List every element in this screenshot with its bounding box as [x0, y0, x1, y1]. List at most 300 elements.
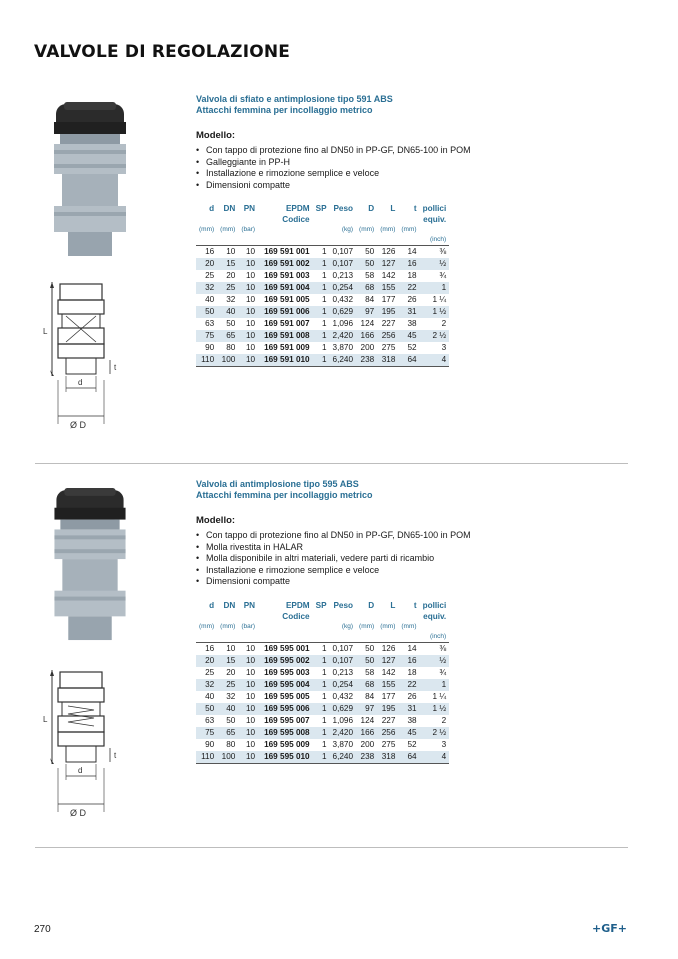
- table-cell: 3,870: [332, 343, 354, 352]
- feature-item: • Installazione e rimozione semplice e veloce: [196, 565, 516, 577]
- table-cell: 10: [245, 691, 256, 701]
- table-row: [196, 691, 449, 703]
- model-label: Modello:: [196, 130, 236, 141]
- drawing-label-t: t: [114, 751, 117, 760]
- table-cell: 169 591 006: [258, 306, 313, 318]
- table-cell: 1: [313, 330, 330, 342]
- table-cell: 10: [238, 703, 258, 715]
- valve-595-photo: [50, 486, 130, 644]
- column-header: [398, 235, 419, 246]
- table-cell: 1: [321, 667, 327, 677]
- column-header: [196, 632, 217, 643]
- table-cell: 200: [360, 343, 375, 352]
- feature-item: • Installazione e rimozione semplice e veloce: [196, 168, 516, 180]
- feature-item: • Con tappo di protezione fino al DN50 in PP-GF, DN65-100 in POM: [196, 145, 516, 157]
- column-header: [217, 632, 238, 643]
- table-cell: 100: [217, 354, 238, 367]
- spec-table-595: [196, 600, 449, 764]
- column-header: [238, 611, 258, 622]
- table-row: [196, 330, 449, 342]
- table-cell: 10: [245, 343, 256, 352]
- section-divider: [35, 463, 628, 464]
- table-cell: 169 595 001: [258, 642, 313, 655]
- table-cell: 238: [356, 751, 377, 764]
- table-row: [196, 282, 449, 294]
- table-cell: 1: [321, 343, 327, 352]
- column-header: [330, 632, 357, 643]
- table-cell: 1: [313, 306, 330, 318]
- product-subtitle: Attacchi femmina per incollaggio metrico: [196, 105, 373, 115]
- table-cell: 68: [356, 282, 377, 294]
- table-cell: 50: [356, 642, 377, 655]
- table-cell: 169 591 008: [258, 330, 313, 342]
- table-cell: 10: [238, 282, 258, 294]
- table-row: [196, 354, 449, 367]
- table-cell: 256: [377, 727, 398, 739]
- feature-item: • Molla rivestita in HALAR: [196, 542, 516, 554]
- table-cell: 50: [226, 319, 236, 328]
- table-cell: 227: [381, 715, 396, 725]
- column-header: [258, 632, 313, 643]
- table-cell: 1 ½: [420, 703, 450, 715]
- page-title: VALVOLE DI REGOLAZIONE: [34, 42, 291, 62]
- column-header: (mm): [359, 622, 375, 630]
- table-cell: 110: [196, 751, 217, 764]
- table-cell: 10: [238, 258, 258, 270]
- column-header: [217, 214, 238, 225]
- column-header: [313, 225, 330, 235]
- table-cell: 110: [196, 354, 217, 367]
- table-cell: 63: [205, 319, 215, 328]
- column-header: Codice: [282, 215, 310, 224]
- column-header: (bar): [241, 226, 256, 233]
- table-cell: 10: [245, 271, 256, 280]
- table-cell: 15: [217, 258, 238, 270]
- table-cell: 169 591 007: [264, 319, 310, 328]
- table-cell: 4: [420, 751, 450, 764]
- table-cell: 32: [226, 691, 236, 701]
- column-header: pollici: [422, 600, 447, 610]
- table-cell: 50: [356, 258, 377, 270]
- column-header: SP: [315, 600, 327, 610]
- column-header: [313, 214, 330, 225]
- column-header: d: [209, 600, 215, 610]
- table-row: [196, 258, 449, 270]
- table-row: [196, 727, 449, 739]
- table-cell: 1: [321, 319, 327, 328]
- table-row: [196, 294, 449, 306]
- table-cell: 0,629: [330, 703, 357, 715]
- table-cell: 1: [313, 703, 330, 715]
- column-header: D: [368, 600, 375, 610]
- table-cell: 0,213: [332, 271, 354, 280]
- table-cell: 275: [381, 739, 396, 749]
- table-header-row: [196, 600, 449, 611]
- table-cell: 52: [407, 739, 417, 749]
- table-cell: 25: [217, 679, 238, 691]
- column-header: pollici: [422, 204, 447, 213]
- table-cell: 64: [398, 354, 419, 367]
- feature-item: • Dimensioni compatte: [196, 576, 516, 588]
- section-divider: [35, 847, 628, 848]
- table-cell: 90: [205, 343, 215, 352]
- table-cell: 32: [196, 282, 217, 294]
- table-cell: 97: [356, 306, 377, 318]
- column-header: Peso: [333, 204, 354, 213]
- table-cell: ½: [420, 258, 450, 270]
- column-header: [196, 611, 217, 622]
- table-cell: 25: [217, 282, 238, 294]
- table-cell: 18: [407, 271, 417, 280]
- table-cell: 238: [356, 354, 377, 367]
- table-cell: 169 595 008: [258, 727, 313, 739]
- table-cell: 10: [238, 642, 258, 655]
- table-cell: 169 591 010: [258, 354, 313, 367]
- table-cell: 142: [381, 667, 396, 677]
- table-cell: 10: [245, 667, 256, 677]
- table-cell: 22: [398, 282, 419, 294]
- column-header: [398, 632, 419, 643]
- table-cell: 0,254: [330, 282, 357, 294]
- table-cell: 2 ½: [420, 727, 450, 739]
- table-cell: 58: [365, 667, 375, 677]
- table-cell: 40: [205, 691, 215, 701]
- table-cell: 80: [226, 739, 236, 749]
- product-subtitle: Attacchi femmina per incollaggio metrico: [196, 490, 373, 500]
- table-cell: 169 595 009: [264, 739, 310, 749]
- table-cell: 0,432: [332, 691, 354, 701]
- table-cell: 1: [313, 751, 330, 764]
- table-cell: 1 ½: [420, 306, 450, 318]
- table-cell: 58: [365, 271, 375, 280]
- product-title: Valvola di antimplosione tipo 595 ABS: [196, 479, 359, 489]
- feature-item: • Galleggiante in PP-H: [196, 157, 516, 169]
- table-cell: 97: [356, 703, 377, 715]
- column-header: (mm): [380, 622, 396, 630]
- table-cell: 169 591 004: [258, 282, 313, 294]
- drawing-label-d: d: [78, 766, 83, 775]
- feature-item: • Molla disponibile in altri materiali, vedere parti di ricambio: [196, 553, 516, 565]
- column-header: (mm): [359, 226, 375, 233]
- table-row: [196, 642, 449, 655]
- column-header: [377, 611, 398, 622]
- table-cell: 84: [365, 295, 375, 304]
- table-cell: 75: [196, 727, 217, 739]
- drawing-label-L: L: [43, 327, 48, 336]
- table-cell: 10: [217, 642, 238, 655]
- table-cell: 1: [321, 691, 327, 701]
- table-header-row: [196, 632, 449, 643]
- column-header: PN: [243, 600, 256, 610]
- table-cell: 10: [217, 246, 238, 259]
- table-cell: 1: [420, 282, 450, 294]
- table-cell: 155: [377, 282, 398, 294]
- column-header: Codice: [282, 611, 310, 621]
- column-header: (inch): [429, 236, 447, 243]
- column-header: [420, 622, 450, 632]
- column-header: [330, 611, 357, 622]
- column-header: EPDM: [285, 204, 310, 213]
- table-cell: 166: [356, 727, 377, 739]
- column-header: [398, 611, 419, 622]
- table-cell: 127: [377, 258, 398, 270]
- table-cell: 200: [360, 739, 375, 749]
- table-cell: 0,213: [332, 667, 354, 677]
- table-header-row: [196, 203, 449, 214]
- column-header: [356, 611, 377, 622]
- table-cell: 169 595 003: [264, 667, 310, 677]
- table-cell: 1: [313, 282, 330, 294]
- table-cell: 16: [196, 642, 217, 655]
- table-cell: 1: [321, 739, 327, 749]
- spec-table-591: [196, 203, 449, 367]
- table-row: [196, 306, 449, 318]
- column-header: [313, 611, 330, 622]
- table-cell: 318: [377, 751, 398, 764]
- column-header: [313, 622, 330, 632]
- table-cell: 20: [226, 271, 236, 280]
- product-description: [196, 94, 516, 367]
- table-cell: 14: [398, 246, 419, 259]
- table-cell: 1: [313, 642, 330, 655]
- table-cell: 318: [377, 354, 398, 367]
- table-cell: 10: [238, 306, 258, 318]
- table-cell: 65: [217, 727, 238, 739]
- column-header: [313, 632, 330, 643]
- table-cell: 32: [226, 295, 236, 304]
- column-header: [330, 235, 357, 246]
- table-cell: 50: [226, 715, 236, 725]
- table-cell: ⅜: [420, 642, 450, 655]
- table-cell: 20: [196, 655, 217, 667]
- column-header: [196, 214, 217, 225]
- table-cell: 0,254: [330, 679, 357, 691]
- table-cell: ½: [420, 655, 450, 667]
- table-cell: 2: [441, 319, 447, 328]
- table-cell: 10: [245, 739, 256, 749]
- table-cell: 2,420: [330, 330, 357, 342]
- table-cell: 2,420: [330, 727, 357, 739]
- table-cell: 10: [238, 727, 258, 739]
- table-cell: 40: [217, 703, 238, 715]
- table-row: [196, 667, 449, 679]
- table-cell: 166: [356, 330, 377, 342]
- table-cell: 20: [226, 667, 236, 677]
- table-cell: 1: [313, 246, 330, 259]
- table-cell: 126: [377, 642, 398, 655]
- table-row: [196, 342, 449, 354]
- table-cell: 16: [196, 246, 217, 259]
- table-cell: 177: [381, 295, 396, 304]
- table-cell: 6,240: [330, 751, 357, 764]
- column-header: [377, 235, 398, 246]
- column-header: t: [413, 204, 417, 213]
- table-cell: 63: [205, 715, 215, 725]
- table-cell: 25: [205, 271, 215, 280]
- table-cell: 0,107: [330, 655, 357, 667]
- column-header: (mm): [380, 226, 396, 233]
- table-cell: 2 ½: [420, 330, 450, 342]
- table-cell: 10: [238, 655, 258, 667]
- column-header: [356, 632, 377, 643]
- table-cell: 227: [381, 319, 396, 328]
- table-cell: 40: [205, 295, 215, 304]
- column-header: Peso: [333, 600, 354, 610]
- column-header: [377, 214, 398, 225]
- column-header: DN: [223, 600, 236, 610]
- column-header: PN: [243, 204, 256, 213]
- table-cell: 38: [407, 715, 417, 725]
- column-header: [420, 225, 450, 235]
- product-title: Valvola di sfiato e antimplosione tipo 591 ABS: [196, 94, 393, 104]
- table-cell: 52: [407, 343, 417, 352]
- table-cell: 1: [321, 271, 327, 280]
- table-cell: 3: [441, 739, 447, 749]
- valve-591-photo: [50, 100, 130, 260]
- table-cell: 4: [420, 354, 450, 367]
- column-header: d: [209, 204, 215, 213]
- table-cell: ⅜: [420, 246, 450, 259]
- table-cell: 169 595 005: [264, 691, 310, 701]
- column-header: (mm): [199, 622, 215, 630]
- table-cell: 195: [377, 703, 398, 715]
- table-cell: 3,870: [332, 739, 354, 749]
- drawing-label-D: Ø D: [70, 420, 87, 430]
- model-label: Modello:: [196, 515, 236, 526]
- table-cell: 31: [398, 306, 419, 318]
- drawing-label-L: L: [43, 715, 48, 724]
- column-header: (mm): [401, 622, 417, 630]
- table-cell: 0,107: [330, 642, 357, 655]
- table-cell: 14: [398, 642, 419, 655]
- table-cell: 10: [245, 295, 256, 304]
- column-header: [258, 235, 313, 246]
- table-cell: 142: [381, 271, 396, 280]
- page-number: 270: [34, 924, 51, 935]
- column-header: [330, 214, 357, 225]
- table-cell: 20: [196, 258, 217, 270]
- table-cell: 75: [196, 330, 217, 342]
- table-header-row: [196, 622, 449, 632]
- column-header: SP: [315, 204, 327, 213]
- table-cell: 68: [356, 679, 377, 691]
- column-header: (kg): [341, 226, 354, 233]
- table-cell: 40: [217, 306, 238, 318]
- table-row: [196, 655, 449, 667]
- table-cell: 1,096: [332, 715, 354, 725]
- table-cell: 1: [313, 354, 330, 367]
- table-cell: ¾: [439, 667, 447, 677]
- column-header: D: [368, 204, 375, 213]
- table-cell: 16: [398, 655, 419, 667]
- column-header: EPDM: [285, 600, 310, 610]
- table-cell: 1,096: [332, 319, 354, 328]
- feature-list: [196, 530, 516, 588]
- table-cell: 169 595 006: [258, 703, 313, 715]
- feature-item: • Con tappo di protezione fino al DN50 in PP-GF, DN65-100 in POM: [196, 530, 516, 542]
- table-cell: 45: [398, 727, 419, 739]
- table-cell: 16: [398, 258, 419, 270]
- table-cell: 64: [398, 751, 419, 764]
- table-cell: 50: [356, 655, 377, 667]
- table-cell: 1 ¼: [432, 295, 447, 304]
- table-cell: 10: [238, 354, 258, 367]
- table-cell: 177: [381, 691, 396, 701]
- table-cell: 1: [321, 715, 327, 725]
- column-header: [258, 225, 313, 235]
- table-row: [196, 679, 449, 691]
- column-header: equiv.: [423, 611, 447, 621]
- column-header: L: [390, 204, 396, 213]
- column-header: [217, 235, 238, 246]
- table-cell: 10: [245, 715, 256, 725]
- table-cell: 45: [398, 330, 419, 342]
- table-cell: 25: [205, 667, 215, 677]
- table-row: [196, 318, 449, 330]
- column-header: [398, 214, 419, 225]
- table-cell: 0,107: [330, 258, 357, 270]
- table-cell: 10: [238, 751, 258, 764]
- table-cell: 169 591 009: [264, 343, 310, 352]
- table-cell: 90: [205, 739, 215, 749]
- table-cell: 2: [441, 715, 447, 725]
- table-cell: 10: [238, 246, 258, 259]
- table-header-row: [196, 214, 449, 225]
- column-header: [313, 235, 330, 246]
- table-cell: 10: [238, 679, 258, 691]
- table-row: [196, 739, 449, 751]
- table-row: [196, 270, 449, 282]
- column-header: [217, 611, 238, 622]
- table-cell: 127: [377, 655, 398, 667]
- table-cell: 256: [377, 330, 398, 342]
- table-cell: 32: [196, 679, 217, 691]
- drawing-label-d: d: [78, 378, 83, 387]
- column-header: (mm): [199, 226, 215, 233]
- table-cell: 124: [360, 715, 375, 725]
- table-cell: 169 591 005: [264, 295, 310, 304]
- table-cell: 18: [407, 667, 417, 677]
- table-cell: 169 591 003: [264, 271, 310, 280]
- table-cell: 169 591 002: [258, 258, 313, 270]
- table-cell: 0,107: [330, 246, 357, 259]
- table-row: [196, 715, 449, 727]
- column-header: [238, 235, 258, 246]
- table-header-row: [196, 225, 449, 235]
- table-cell: 3: [441, 343, 447, 352]
- table-cell: 38: [407, 319, 417, 328]
- feature-item: • Dimensioni compatte: [196, 180, 516, 192]
- table-row: [196, 246, 449, 259]
- table-cell: 126: [377, 246, 398, 259]
- table-cell: 26: [407, 691, 417, 701]
- column-header: [238, 632, 258, 643]
- table-cell: 22: [398, 679, 419, 691]
- table-cell: 169 595 010: [258, 751, 313, 764]
- table-cell: 1: [313, 258, 330, 270]
- table-cell: 10: [238, 330, 258, 342]
- table-cell: 10: [245, 319, 256, 328]
- table-cell: 26: [407, 295, 417, 304]
- table-cell: 0,629: [330, 306, 357, 318]
- table-cell: 80: [226, 343, 236, 352]
- column-header: [356, 235, 377, 246]
- column-header: [356, 214, 377, 225]
- column-header: (mm): [220, 226, 236, 233]
- table-cell: 1: [321, 295, 327, 304]
- table-cell: 84: [365, 691, 375, 701]
- table-cell: 169 595 002: [258, 655, 313, 667]
